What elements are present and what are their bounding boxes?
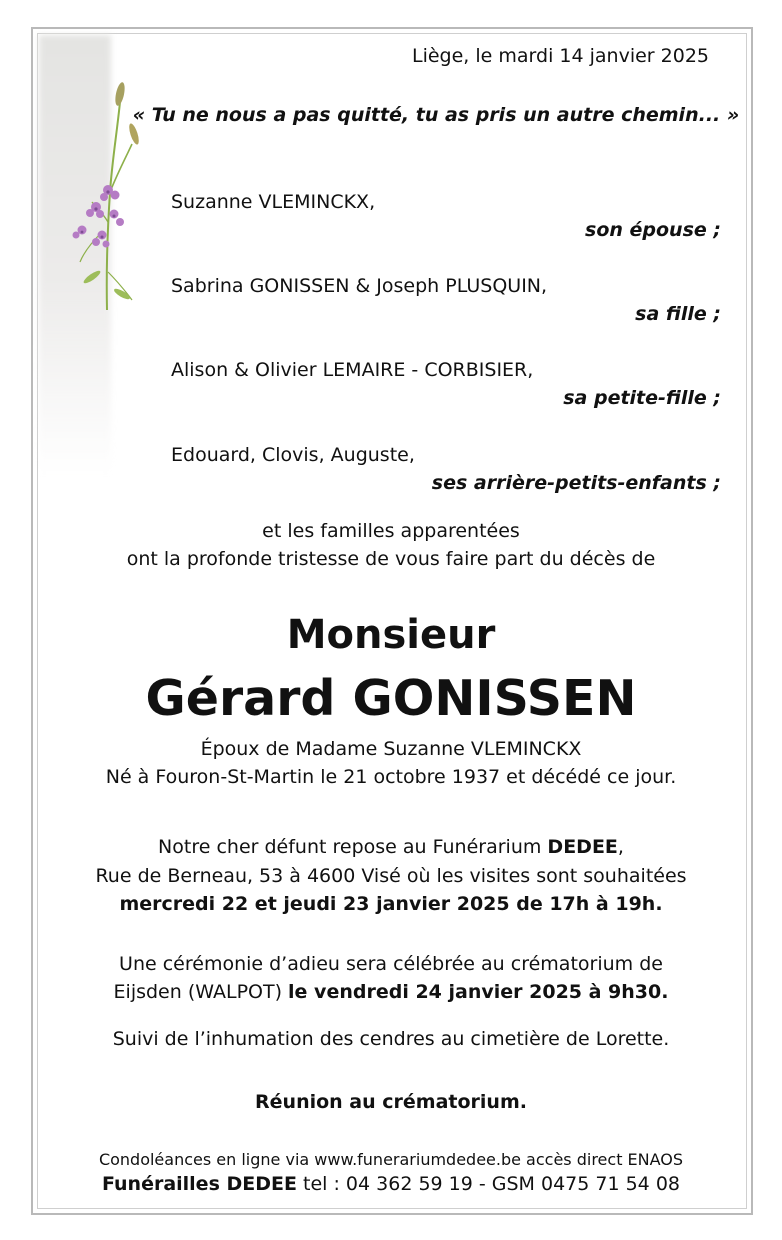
spouse-line: Époux de Madame Suzanne VLEMINCKX [200,738,582,760]
date-line: Liège, le mardi 14 janvier 2025 [412,45,709,67]
announcement-line: et les familles apparentées [262,520,520,542]
ceremony-line: Une cérémonie d’adieu sera célébrée au crématorium de [119,953,663,975]
ceremony-details [0,981,782,1003]
deceased-title: Monsieur [286,612,496,658]
visitation-line [0,836,782,858]
announcement-line: ont la profonde tristesse de vous faire part du décès de [126,548,656,570]
family-member-name: Alison & Olivier LEMAIRE - CORBISIER, [171,359,534,381]
deceased-name: Gérard GONISSEN [145,670,637,727]
visitation-punctuation: , [617,836,624,858]
condolences-line: Condoléances en ligne via www.funerariumdedee.be accès direct ENAOS [98,1150,684,1169]
family-member-name: Suzanne VLEMINCKX, [171,191,376,213]
birth-death-line: Né à Fouron-St-Martin le 21 octobre 1937 et décédé ce jour. [105,766,677,788]
visitation-address: Rue de Berneau, 53 à 4600 Visé où les visites sont souhaitées [95,865,687,887]
phone-numbers: tel : 04 362 59 19 - GSM 0475 71 54 08 [296,1173,680,1195]
family-member-name: Edouard, Clovis, Auguste, [171,444,415,466]
visitation-text: Notre cher défunt repose au Funérarium [158,836,548,858]
reunion-line: Réunion au crématorium. [255,1091,527,1113]
family-member-relation: son épouse ; [585,219,721,241]
epitaph-quote: « Tu ne nous a pas quitté, tu as pris un autre chemin... » [132,104,740,126]
visitation-schedule: mercredi 22 et jeudi 23 janvier 2025 de 17h à 19h. [119,893,663,915]
ceremony-location: Eijsden (WALPOT) [113,981,289,1003]
burial-line: Suivi de l’inhumation des cendres au cimetière de Lorette. [112,1028,670,1050]
family-member-name: Sabrina GONISSEN & Joseph PLUSQUIN, [171,275,548,297]
family-member-relation: sa fille ; [635,303,721,325]
family-member-relation: ses arrière-petits-enfants ; [431,472,721,494]
family-member-relation: sa petite-fille ; [563,387,721,409]
company-name: Funérailles DEDEE [101,1173,297,1195]
ceremony-date: le vendredi 24 janvier 2025 à 9h30. [288,981,669,1003]
contact-line [0,1173,782,1195]
funerarium-name: DEDEE [547,836,618,858]
